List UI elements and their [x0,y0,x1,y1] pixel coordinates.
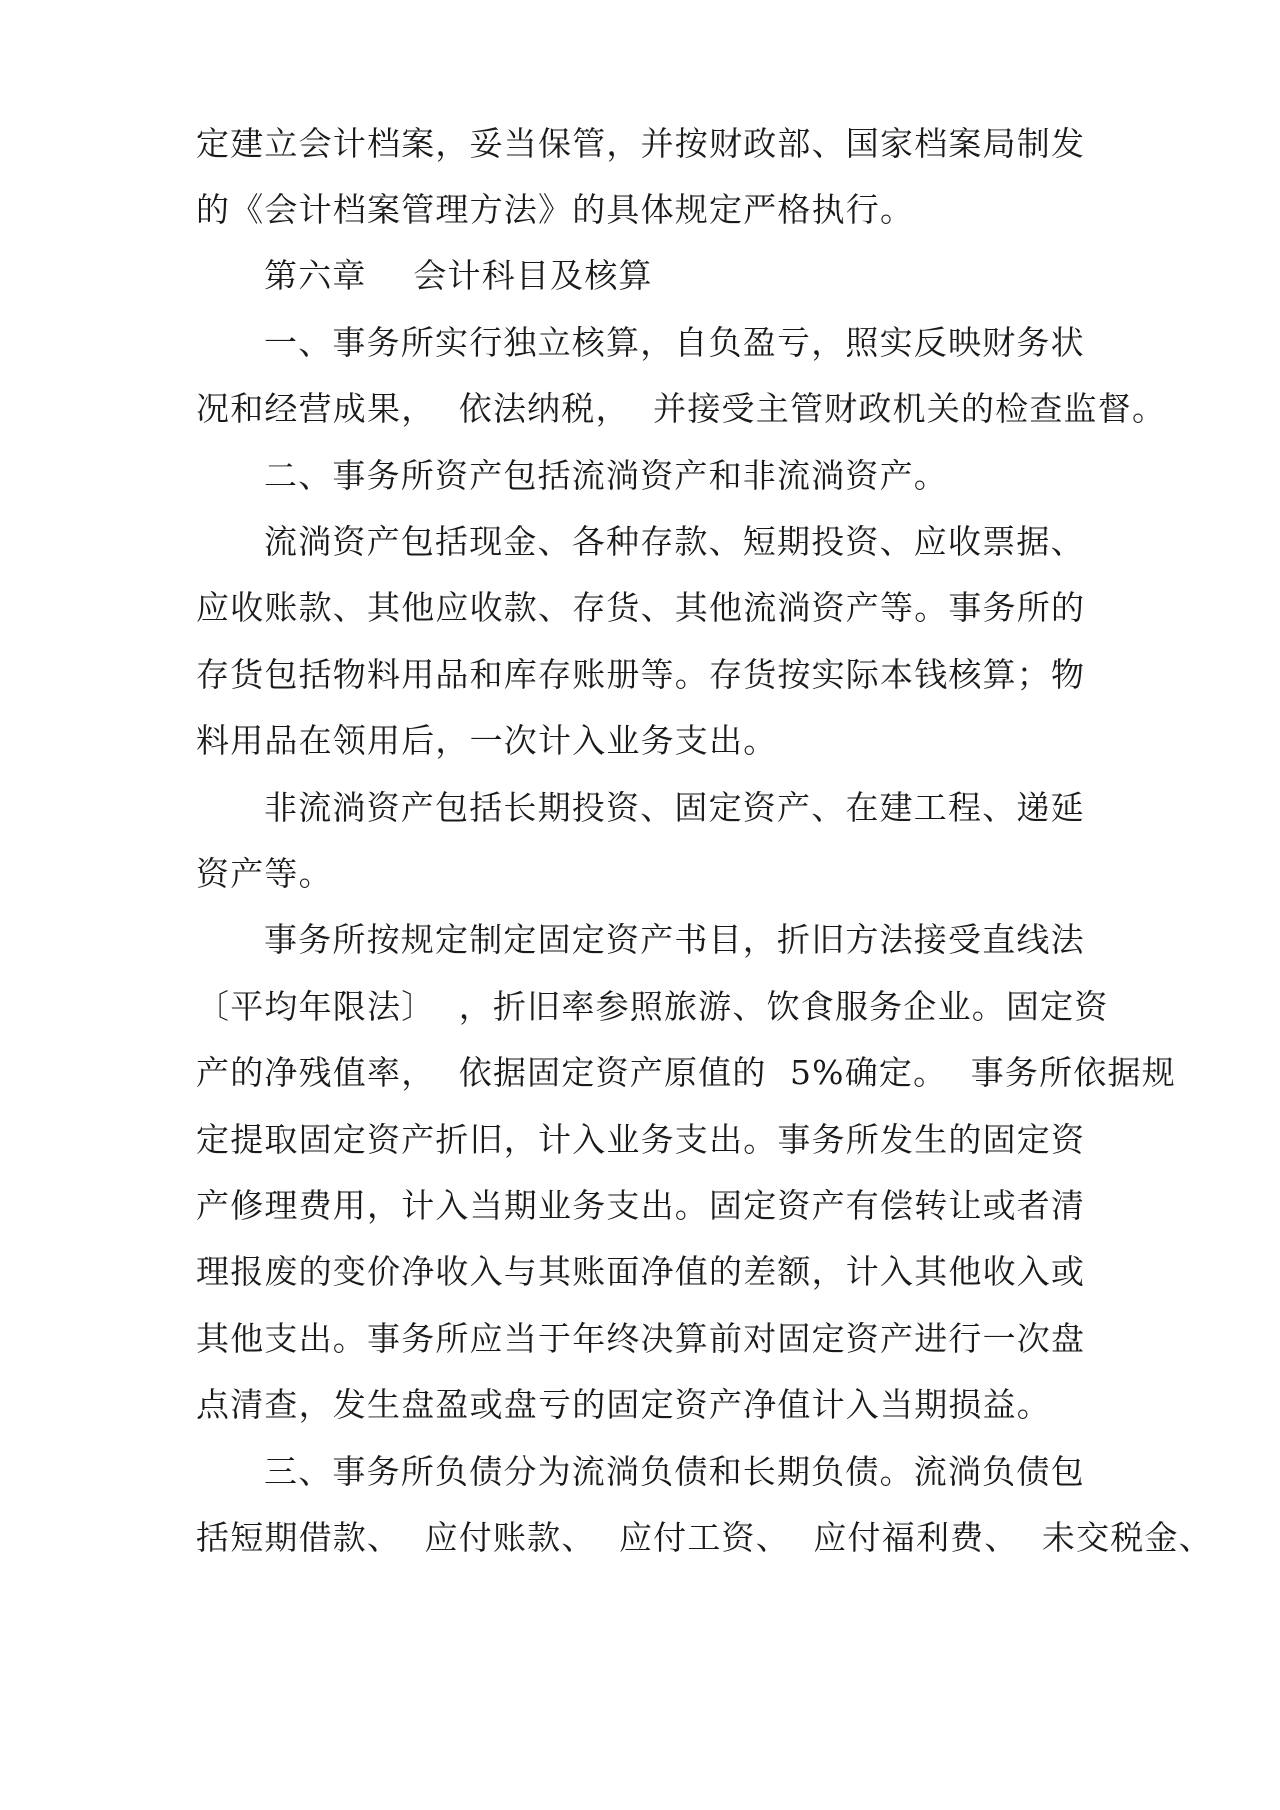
chapter-heading: 第六章 会计科目及核算 [264,256,653,295]
text-line-22: 括短期借款、 应付账款、 应付工资、 应付福利费、 未交税金、 [196,1518,1213,1557]
text-line-7: 流淌资产包括现金、各种存款、短期投资、应收票据、 [264,522,1085,561]
text-line-6: 二、事务所资产包括流淌资产和非流淌资产。 [264,456,948,495]
text-line-18: 理报废的变价净收入与其账面净值的差额，计入其他收入或 [196,1252,1086,1291]
text-line-11: 非流淌资产包括长期投资、固定资产、在建工程、递延 [264,788,1085,827]
text-line-16: 定提取固定资产折旧，计入业务支出。事务所发生的固定资 [196,1120,1086,1159]
text-line-8: 应收账款、其他应收款、存货、其他流淌资产等。事务所的 [196,588,1086,627]
text-line-4: 一、事务所实行独立核算，自负盈亏，照实反映财务状 [264,323,1085,362]
text-line-15: 产的净残值率， 依据固定资产原值的 5%确定。 事务所依据规 [196,1053,1176,1092]
text-line-12: 资产等。 [196,854,333,893]
text-line-1: 定建立会计档案，妥当保管，并按财政部、国家档案局制发 [196,124,1086,163]
text-line-5: 况和经营成果， 依法纳税， 并接受主管财政机关的检查监督。 [196,389,1167,428]
text-line-13: 事务所按规定制定固定资产书目，折旧方法接受直线法 [264,920,1085,959]
text-line-17: 产修理费用，计入当期业务支出。固定资产有偿转让或者清 [196,1186,1086,1225]
text-line-2: 的《会计档案管理方法》的具体规定严格执行。 [196,190,915,229]
text-line-21: 三、事务所负债分为流淌负债和长期负债。流淌负债包 [264,1452,1085,1491]
text-line-9: 存货包括物料用品和库存账册等。存货按实际本钱核算；物 [196,655,1086,694]
text-line-14: 〔平均年限法〕 ，折旧率参照旅游、饮食服务企业。固定资 [196,987,1109,1026]
text-line-19: 其他支出。事务所应当于年终决算前对固定资产进行一次盘 [196,1319,1086,1358]
text-line-10: 料用品在领用后，一次计入业务支出。 [196,721,778,760]
text-line-20: 点清查，发生盘盈或盘亏的固定资产净值计入当期损益。 [196,1385,1051,1424]
